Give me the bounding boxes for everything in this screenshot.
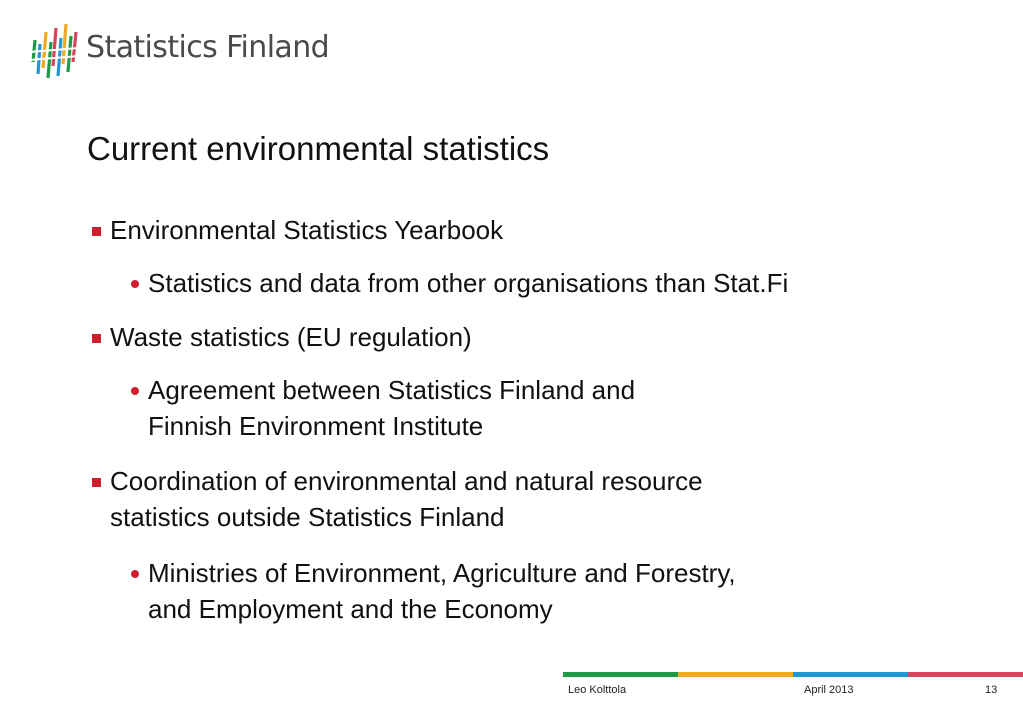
statistics-finland-bars-icon bbox=[29, 22, 79, 82]
sub-bullet-item bbox=[148, 265, 788, 301]
bullet-item bbox=[110, 212, 503, 248]
sub-bullet-text: and Employment and the Economy bbox=[148, 594, 553, 624]
footer-bar-segment bbox=[908, 672, 1023, 677]
bullet-text: Environmental Statistics Yearbook bbox=[110, 215, 504, 245]
footer-date: April 2013 bbox=[804, 684, 854, 696]
statistics-finland-logo bbox=[29, 22, 359, 82]
bullet-text: Coordination of environmental and natural resource bbox=[110, 466, 703, 496]
slide-title: Current environmental statistics bbox=[87, 130, 550, 167]
footer-bar-segment bbox=[678, 672, 793, 677]
footer-color-bar bbox=[563, 672, 1023, 677]
bullet-item bbox=[110, 319, 472, 355]
footer-bar-segment bbox=[563, 672, 678, 677]
footer-bar-segment bbox=[793, 672, 908, 677]
bullet-text: statistics outside Statistics Finland bbox=[110, 502, 505, 532]
bullet-text: Waste statistics (EU regulation) bbox=[110, 322, 472, 352]
footer-author: Leo Kolttola bbox=[568, 684, 627, 696]
sub-bullet-text: Ministries of Environment, Agriculture and Forestry, bbox=[148, 558, 736, 588]
sub-bullet-text: Finnish Environment Institute bbox=[148, 411, 484, 441]
sub-bullet-item bbox=[148, 372, 635, 444]
sub-bullet-item bbox=[148, 555, 736, 627]
sub-bullet-text: Statistics and data from other organisations than Stat.Fi bbox=[148, 268, 789, 298]
logo-text: Statistics Finland bbox=[86, 30, 330, 65]
sub-bullet-text: Agreement between Statistics Finland and bbox=[148, 375, 636, 405]
bullet-item bbox=[110, 463, 703, 535]
footer-page-number: 13 bbox=[985, 684, 998, 696]
